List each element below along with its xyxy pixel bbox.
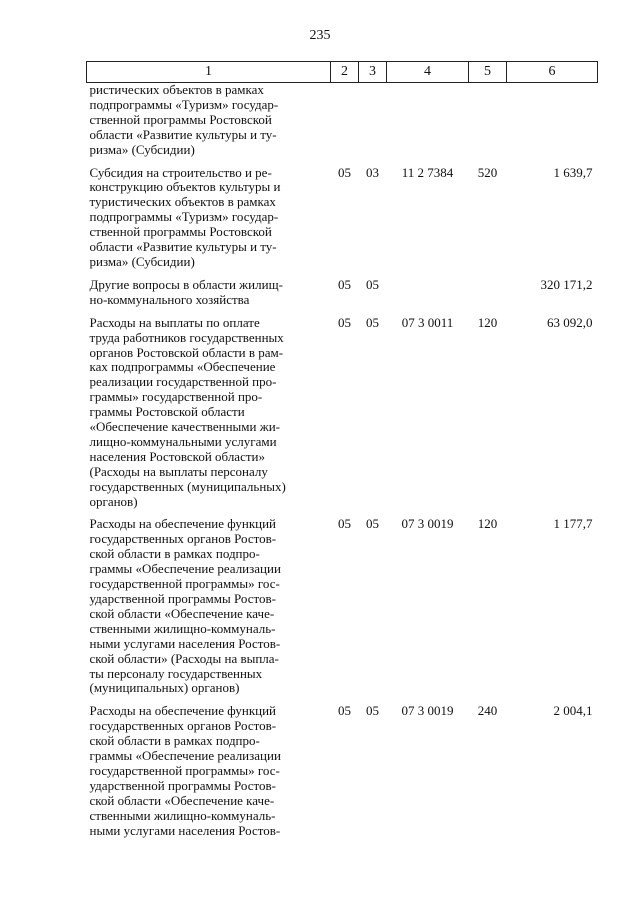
budget-table	[86, 61, 598, 839]
row-amount: 63 092,0	[547, 314, 593, 330]
row-amount: 1 177,7	[553, 516, 593, 532]
row-amount: 1 639,7	[553, 164, 593, 180]
row-expense-type: 120	[477, 516, 498, 532]
row-target-article: 11 2 7384	[401, 164, 454, 180]
page-number: 235	[309, 28, 331, 43]
row-expense-type: 120	[477, 314, 498, 330]
row-description: Расходы на обеспечение функций государственных органов Ростов- ской области в рамках подпро- граммы «Обеспечение реализации государственной программы» гос- ударственной программы Ростов- ской области «Обеспечение каче- ственными жилищно-коммуналь- ными услугами населения Ростов- ской области» (Расходы на выпла- ты персоналу государственных (муниципальных) органов)	[89, 516, 281, 696]
header-row	[87, 62, 598, 83]
header-col-6: 6	[507, 62, 598, 83]
row-expense-type	[469, 83, 507, 166]
table-row	[87, 517, 598, 704]
row-expense-type: 240	[477, 703, 498, 719]
table-body	[87, 83, 598, 839]
row-description: Расходы на обеспечение функций государственных органов Ростов- ской области в рамках подпро- граммы «Обеспечение реализации государственной программы» гос- ударственной программы Ростов- ской области «Обеспечение каче- ственными жилищно-коммуналь- ными услугами населения Ростов-	[89, 703, 281, 838]
row-target-article: 07 3 0019	[401, 703, 454, 719]
table-header	[87, 62, 598, 83]
row-subsection: 03	[366, 164, 379, 180]
row-section: 05	[338, 703, 351, 719]
row-subsection: 05	[366, 516, 379, 532]
table-row	[87, 83, 598, 166]
header-col-2: 2	[331, 62, 359, 83]
row-section: 05	[338, 516, 351, 532]
row-description: ристических объектов в рамках подпрограммы «Туризм» государ- ственной программы Ростовской области «Развитие культуры и ту- ризма» (Субсидии)	[89, 82, 279, 157]
row-section: 05	[338, 276, 351, 292]
row-amount: 2 004,1	[553, 703, 593, 719]
header-col-5: 5	[469, 62, 507, 83]
row-amount: 320 171,2	[540, 276, 593, 292]
table-row	[87, 166, 598, 278]
row-amount	[507, 83, 598, 166]
row-target-article	[387, 278, 469, 316]
row-subsection: 05	[366, 314, 379, 330]
table-row	[87, 316, 598, 518]
row-description: Другие вопросы в области жилищ- но-коммунального хозяйства	[89, 276, 283, 307]
row-section	[331, 83, 359, 166]
row-target-article: 07 3 0011	[401, 314, 454, 330]
table-row	[87, 704, 598, 838]
row-subsection	[359, 83, 387, 166]
table-row	[87, 278, 598, 316]
header-col-4: 4	[387, 62, 469, 83]
row-subsection: 05	[366, 276, 379, 292]
row-section: 05	[338, 314, 351, 330]
row-section: 05	[338, 164, 351, 180]
header-col-3: 3	[359, 62, 387, 83]
header-col-1: 1	[87, 62, 331, 83]
row-target-article	[387, 83, 469, 166]
row-description: Субсидия на строительство и ре- конструкцию объектов культуры и туристических объектов в рамках подпрограммы «Туризм» государ- ственной программы Ростовской области «Развитие культуры и ту- ризма» (Субсидии)	[89, 164, 281, 269]
row-subsection: 05	[366, 703, 379, 719]
row-expense-type: 520	[477, 164, 498, 180]
row-description: Расходы на выплаты по оплате труда работников государственных органов Ростовской области в рам- ках подпрограммы «Обеспечение реализации государственной про- граммы» государственной про- граммы Ростовской области «Обеспечение качественными жи- лищно-коммунальными услугами населения Ростовской области» (Расходы на выплаты персоналу государственных (муниципальных) органов)	[89, 314, 286, 509]
row-target-article: 07 3 0019	[401, 516, 454, 532]
row-expense-type	[469, 278, 507, 316]
